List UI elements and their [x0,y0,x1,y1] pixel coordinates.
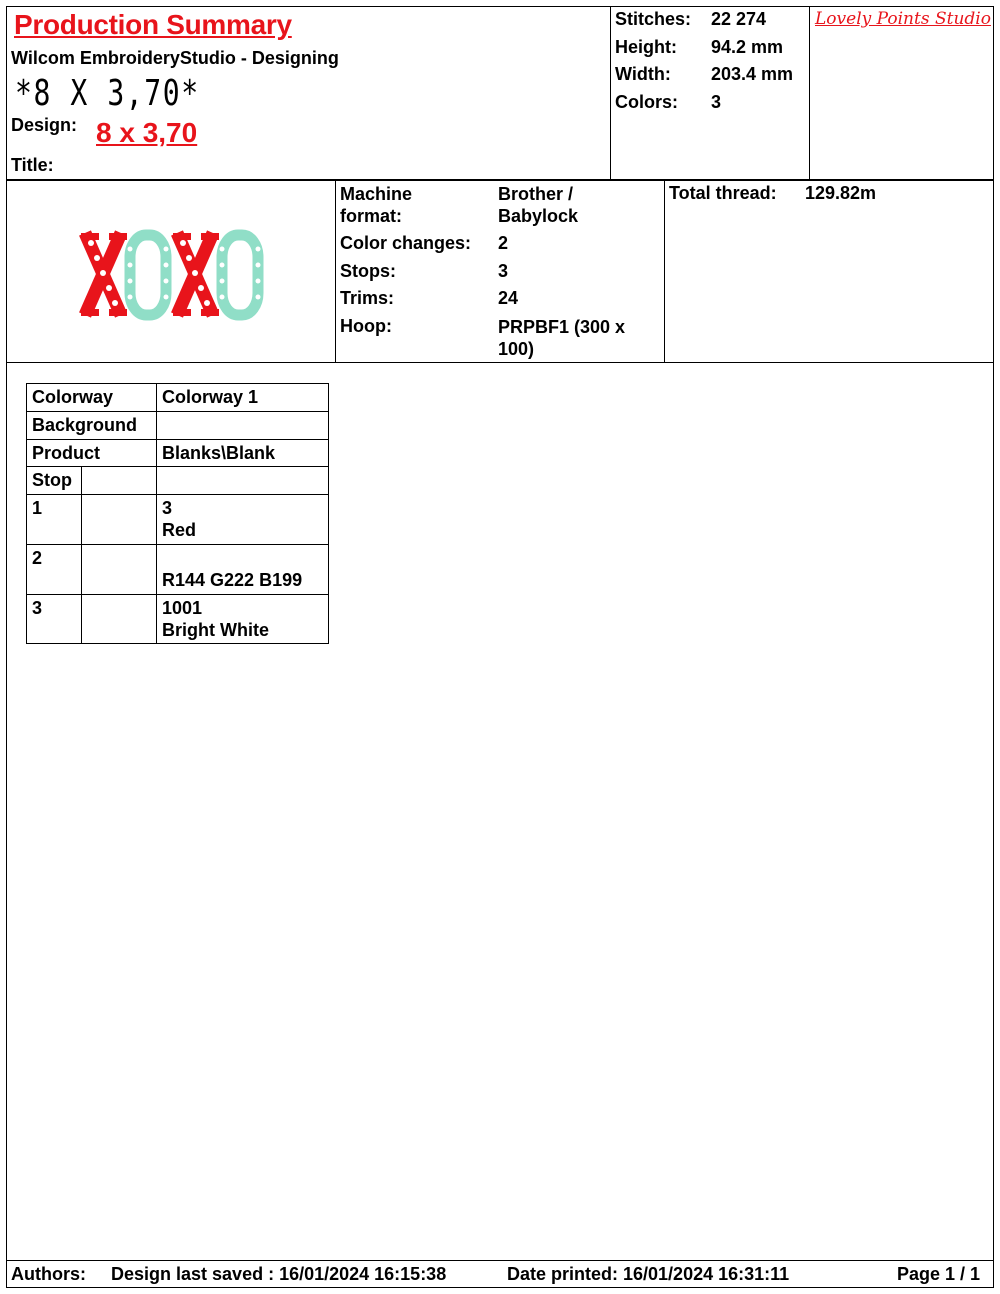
date-printed: Date printed: 16/01/2024 16:31:11 [507,1264,790,1284]
design-preview-image [7,181,335,361]
table-row [27,412,329,440]
trims-value: 24 [498,288,519,308]
stop-swatch [82,545,157,595]
stop-swatch [82,595,157,644]
stop-number: 3 [27,595,82,644]
stop-header: Stop [27,467,82,495]
total-thread-value: 129.82m [805,183,877,203]
hoop-label: Hoop: [340,316,392,336]
background-value [157,412,329,440]
stops-label: Stops: [340,261,396,281]
colorway-table [26,383,329,644]
production-summary-page [6,6,994,1288]
width-value: 203.4 mm [711,64,794,84]
report-title: Production Summary [14,9,292,40]
hoop-value: PRPBF1 (300 x 100) [498,317,626,359]
stop-number: 2 [27,545,82,595]
stop-color: R144 G222 B199 [157,545,329,595]
table-row [27,467,329,495]
colorway-value: Colorway 1 [157,384,329,412]
authors-label: Authors: [11,1264,86,1284]
page-number: Page 1 / 1 [897,1264,981,1284]
design-preview [7,181,335,361]
stop-number: 1 [27,495,82,545]
letter-o [128,235,169,315]
table-row [27,384,329,412]
letter-o [220,235,261,315]
title-label: Title: [11,155,54,175]
divider [335,180,336,362]
height-label: Height: [615,37,677,57]
table-row [27,440,329,467]
product-label: Product [27,440,157,467]
colorway-label: Colorway [27,384,157,412]
colors-value: 3 [711,92,722,112]
background-label: Background [27,412,157,440]
stop-color: 3 Red [157,495,329,545]
color-changes-value: 2 [498,233,509,253]
letter-x [81,233,127,316]
table-row [27,595,329,644]
divider [610,7,611,180]
design-label: Design: [11,115,78,135]
letter-x [173,233,219,316]
product-value: Blanks\Blank [157,440,329,467]
colors-label: Colors: [615,92,678,112]
stop-header-blank [157,467,329,495]
software-name: Wilcom EmbroideryStudio - Designing [11,48,339,68]
stop-header-blank [82,467,157,495]
stitches-label: Stitches: [615,9,692,29]
stop-swatch [82,495,157,545]
stop-color: 1001 Bright White [157,595,329,644]
height-value: 94.2 mm [711,37,784,57]
table-row [27,545,329,595]
total-thread-label: Total thread: [669,183,777,203]
divider [7,1260,993,1261]
design-value: 8 x 3,70 [96,117,198,148]
machine-format-value: Brother / Babylock [498,184,579,226]
color-changes-label: Color changes: [340,233,472,253]
xoxo-embroidery [81,233,261,316]
divider [7,362,993,363]
trims-label: Trims: [340,288,395,308]
machine-format-label: Machine format: [340,184,413,226]
design-last-saved: Design last saved : 16/01/2024 16:15:38 [111,1264,447,1284]
studio-logo: Lovely Points Studio [815,9,991,29]
stops-value: 3 [498,261,509,281]
table-row [27,495,329,545]
design-big-name: *8 X 3,70* [15,73,200,114]
stitches-value: 22 274 [711,9,767,29]
divider [664,180,665,362]
width-label: Width: [615,64,671,84]
divider [809,7,810,180]
